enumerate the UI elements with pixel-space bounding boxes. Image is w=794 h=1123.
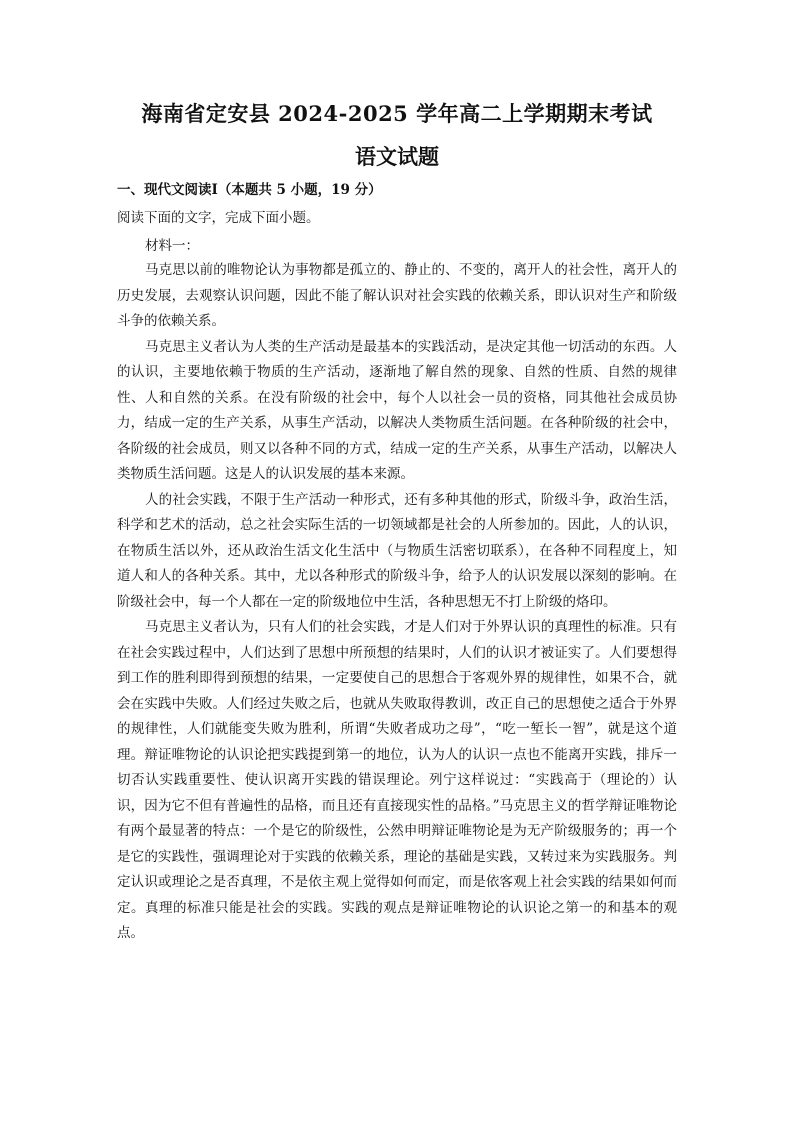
passage-body [117, 258, 677, 947]
passage-paragraph-1: 马克思以前的唯物论认为事物都是孤立的、静止的、不变的，离开人的社会性，离开人的历史发展，去观察认识问题，因此不能了解认识对社会实践的依赖关系，即认识对生产和阶级斗争的依赖关系。 [117, 262, 677, 329]
passage-paragraph-4: 马克思主义者认为，只有人们的社会实践，才是人们对于外界认识的真理性的标准。只有在社会实践过程中，人们达到了思想中所预想的结果时，人们的认识才被证实了。人们要想得到工作的胜利即得到预想的结果，一定要使自己的思想合于客观外界的规律性，如果不合，就会在实践中失败。人们经过失败之后，也就从失败取得教训，改正自己的思想使之适合于外界的规律性，人们就能变失败为胜利，所谓“失败者成功之母”，“吃一堑长一智”，就是这个道理。辩证唯物论的认识论把实践提到第一的地位，认为人的认识一点也不能离开实践，排斥一切否认实践重要性、使认识离开实践的错误理论。列宁这样说过：“实践高于（理论的）认识，因为它不但有普遍性的品格，而且还有直接现实性的品格。”马克思主义的哲学辩证唯物论有两个最显著的特点：一个是它的阶级性，公然申明辩证唯物论是为无产阶级服务的；再一个是它的实践性，强调理论对于实践的依赖关系，理论的基础是实践，又转过来为实践服务。判定认识或理论之是否真理，不是依主观上觉得如何而定，而是依客观上社会实践的结果如何而定。真理的标准只能是社会的实践。实践的观点是辩证唯物论的认识论之第一的和基本的观点。 [117, 619, 677, 941]
document-subtitle: 语文试题 [355, 144, 439, 169]
passage-paragraph-2: 马克思主义者认为人类的生产活动是最基本的实践活动，是决定其他一切活动的东西。人的认识，主要地依赖于物质的生产活动，逐渐地了解自然的现象、自然的性质、自然的规律性、人和自然的关系。在没有阶级的社会中，每个人以社会一员的资格，同其他社会成员协力，结成一定的生产关系，从事生产活动，以解决人类物质生活问题。在各种阶级的社会中，各阶级的社会成员，则又以各种不同的方式，结成一定的生产关系，从事生产活动，以解决人类物质生活问题。这是人的认识发展的基本来源。 [117, 338, 677, 482]
reading-instruction: 阅读下面的文字，完成下面小题。 [117, 210, 320, 226]
material-label: 材料一： [145, 238, 199, 254]
section-heading: 一、现代文阅读Ⅰ（本题共 5 小题，19 分） [117, 182, 382, 198]
document-title: 海南省定安县 2024-2025 学年高二上学期期末考试 [141, 101, 653, 126]
passage-paragraph-3: 人的社会实践，不限于生产活动一种形式，还有多种其他的形式，阶级斗争，政治生活，科学和艺术的活动，总之社会实际生活的一切领域都是社会的人所参加的。因此，人的认识，在物质生活以外，还从政治生活文化生活中（与物质生活密切联系），在各种不同程度上，知道人和人的各种关系。其中，尤以各种形式的阶级斗争，给予人的认识发展以深刻的影响。在阶级社会中，每一个人都在一定的阶级地位中生活，各种思想无不打上阶级的烙印。 [117, 491, 677, 610]
